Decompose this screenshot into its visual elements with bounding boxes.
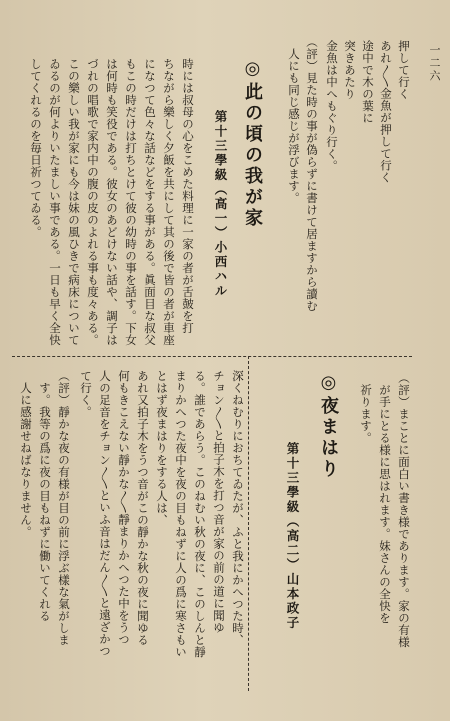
comment-line: （評）まことに面白い書き様であります。家の有様 [397, 372, 411, 648]
poem2-byline: 第十三學級（高二）山本政子 [285, 442, 300, 631]
poem2-line: て行く。 [79, 370, 93, 418]
essay-line: は何時も笑役である。彼女のあどけない話や、調子は [105, 58, 119, 346]
poem-comment-line: 人にも同じ感じが浮びます。 [287, 36, 301, 204]
poem2-line: まりかへつた夜中を夜の目もねずに人の爲に寒さもい [174, 370, 188, 658]
poem-line: あれ〳〵金魚が押して行く [379, 40, 393, 184]
essay-line: になつて色々な話などをする事がある。眞面目な叔父 [143, 58, 157, 346]
essay-line: づれの唱歌で家内中の腹の皮のよれる事も度々ある。 [86, 58, 100, 346]
section-divider-vertical [248, 356, 249, 691]
poem-line: 途中で木の葉に [361, 40, 375, 124]
essay-line: ちながら樂しく夕飯を共にして其の後で皆の者が車座 [162, 58, 176, 346]
poem2-line: 人の足音をチョン〳〵といふ音はだん〳〵と遠ざかつ [98, 370, 112, 657]
poem2-line: る。誰であらう。このねむい秋の夜に、このしんと靜 [193, 370, 207, 658]
essay-line: この樂しい我が家にも今は妹の風ひきで病床について [67, 58, 81, 346]
essay-line: してくれるのを毎日祈つてゐる。 [29, 58, 43, 238]
poem2-line: チョン〳〵と拍子木を打つ音が家の前の道に聞ゆ [212, 370, 226, 634]
poem-comment-line: （評）見た時の事が偽らずに書けて居ますから讀む [305, 36, 319, 312]
poem2-comment-line: 人に感謝せねばなりません。 [19, 370, 33, 538]
upper-right-poem [266, 14, 412, 354]
essay-line: ゐるのが何よりいたましい事である。一日も早く全快 [48, 58, 62, 346]
poem-line: 突きあたり [343, 40, 357, 100]
comment-line: 祈ります。 [359, 372, 373, 444]
comment-line: が手にとる様に思はれます。妹さんの全快を [378, 372, 392, 624]
poem2-title: ◎夜まはり [318, 372, 339, 480]
poem2-line: あれ又拍子木をうつ音がこの靜かな秋の夜に聞ゆる [136, 370, 150, 646]
lower-right-section [250, 362, 412, 694]
section-divider-horizontal [12, 356, 412, 357]
poem2-line: 深くねむりにおちてゐたが、ふと我にかへつた時、 [231, 370, 245, 646]
poem2-line: 何もきこえない靜かな〳〵靜まりかへつた中をうつ [117, 370, 131, 646]
essay-line: 時には叔母の心をこめた料理に一家の者が舌皷を打 [181, 58, 195, 334]
essay-section [12, 14, 268, 354]
poem2-line: とはず夜まはりをする人は、 [155, 370, 169, 526]
essay-byline: 第十三學級（高一）小西ハル [213, 110, 228, 299]
poem-line: 押して行く [397, 40, 411, 100]
essay-title: ◎此の頃の我が家 [242, 58, 263, 229]
poem2-comment-line: （評）靜かな夜の有様が目の前に浮ぶ樣な氣がしま [57, 370, 71, 646]
poem-line: 金魚は中へもぐり行く。 [325, 40, 339, 172]
essay-line: もこの時だけは打ちとけて彼の幼時の事を話す。下女 [124, 58, 138, 346]
poem2-body [12, 362, 246, 694]
poem2-comment-line: す。我等の爲に夜の目もねずに働いてくれる [38, 370, 52, 622]
page-number: 一二六 [428, 44, 441, 83]
